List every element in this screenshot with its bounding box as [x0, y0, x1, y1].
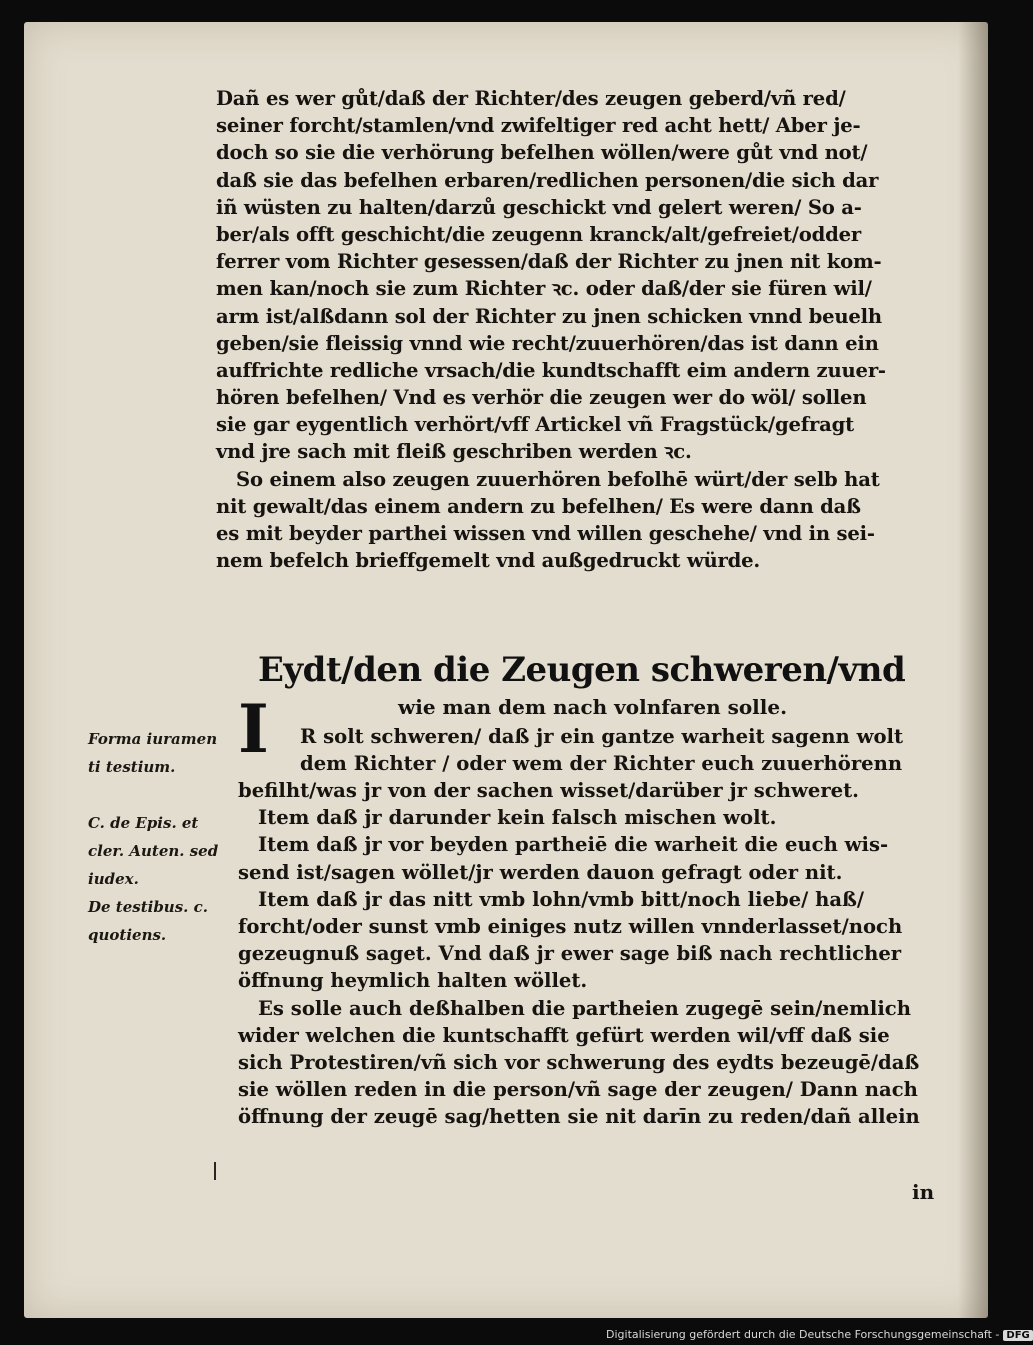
text-line: ferrer vom Richter gesessen/daß der Richter zu jnen nit kom-	[216, 250, 882, 274]
text-line: So einem also zeugen zuuerhören befolhē würt/der selb hat	[236, 467, 880, 491]
text-line: ber/als offt geschicht/die zeugenn kranck/alt/gefreiet/odder	[216, 222, 861, 246]
text-line: R solt schweren/ daß jr ein gantze warheit sagenn wolt	[300, 725, 904, 748]
page-gutter-shadow	[958, 22, 988, 1318]
margin-note-line: cler. Auten. sed	[88, 842, 219, 860]
text-line: öffnung der zeugē sag/hetten sie nit darīn zu reden/dañ allein	[238, 1105, 920, 1129]
main-text-block	[216, 85, 936, 574]
margin-note-line: De testibus. c.	[88, 898, 208, 916]
margin-note-line: ti testium.	[88, 758, 176, 776]
text-line: nem befelch brieffgemelt vnd außgedruckt würde.	[216, 549, 761, 573]
text-line: seiner forcht/stamlen/vnd zwifeltiger red acht hett/ Aber je-	[216, 114, 861, 138]
text-line: sich Protestiren/vñ sich vor schwerung des eydts bezeugē/daß	[238, 1050, 920, 1074]
text-line: Dañ es wer gůt/daß der Richter/des zeugen geberd/vñ red/	[216, 87, 846, 110]
text-line: forcht/oder sunst vmb einiges nutz willen vnnderlasset/noch	[238, 914, 903, 938]
text-line: öffnung heymlich halten wöllet.	[238, 969, 588, 993]
text-line: sie gar eygentlich verhört/vff Artickel vñ Fragstück/gefragt	[216, 413, 854, 437]
section-subheading: wie man dem nach volnfaren solle.	[398, 695, 788, 719]
text-line: geben/sie fleissig vnnd wie recht/zuuerhören/das ist dann ein	[216, 331, 879, 355]
catchword: in	[912, 1180, 935, 1204]
text-line: iñ wüsten zu halten/darzů geschickt vnd gelert weren/ So a-	[216, 195, 862, 219]
text-line: men kan/noch sie zum Richter ꝛc. oder daß/der sie füren wil/	[216, 277, 872, 301]
text-line: es mit beyder parthei wissen vnd willen geschehe/ vnd in sei-	[216, 522, 875, 545]
text-line: daß sie das befelhen erbaren/redlichen personen/die sich dar	[216, 168, 879, 192]
text-line: dem Richter / oder wem der Richter euch zuuerhörenn	[300, 752, 903, 776]
margin-note-line: iudex.	[88, 870, 139, 888]
text-line: nit gewalt/das einem andern zu befelhen/ Es were dann daß	[216, 494, 861, 518]
dfg-logo: DFG	[1003, 1330, 1032, 1341]
oath-text-block	[238, 777, 938, 1130]
margin-note-line: C. de Epis. et	[88, 814, 199, 832]
text-line: doch so sie die verhörung befelhen wöllen/were gůt vnd not/	[216, 141, 868, 165]
text-line: vnd jre sach mit fleiß geschriben werden ꝛc.	[216, 440, 692, 464]
text-line: auffrichte redliche vrsach/die kundtschafft eim andern zuuer-	[216, 358, 886, 382]
footer-text: Digitalisierung gefördert durch die Deutsche Forschungsgemeinschaft -	[606, 1328, 1000, 1341]
section-heading: Eydt/den die Zeugen schweren/vnd	[258, 650, 906, 690]
text-line: Item daß jr das nitt vmb lohn/vmb bitt/noch liebe/ haß/	[258, 887, 865, 911]
text-line: Item daß jr vor beyden partheiē die warheit die euch wis-	[258, 833, 889, 857]
text-line: Item daß jr darunder kein falsch mischen wolt.	[258, 806, 777, 830]
oath-first-lines	[300, 723, 940, 777]
text-line: sie wöllen reden in die person/vñ sage der zeugen/ Dann nach	[238, 1078, 918, 1102]
text-line: arm ist/alßdann sol der Richter zu jnen schicken vnnd beuelh	[216, 304, 882, 328]
text-line: send ist/sagen wöllet/jr werden dauon gefragt oder nit.	[238, 860, 843, 884]
margin-notes	[88, 725, 228, 949]
margin-note-line: Forma iuramen	[88, 730, 218, 748]
margin-mark	[214, 1162, 216, 1180]
text-line: wider welchen die kuntschafft gefürt werden wil/vff daß sie	[238, 1023, 890, 1047]
margin-note-line: quotiens.	[88, 926, 167, 944]
drop-cap-initial: I	[238, 690, 269, 768]
text-line: gezeugnuß saget. Vnd daß jr ewer sage biß nach rechtlicher	[238, 942, 902, 966]
digitization-footer	[606, 1328, 1033, 1341]
text-line: befilht/was jr von der sachen wisset/darüber jr schweret.	[238, 779, 859, 802]
text-line: hören befelhen/ Vnd es verhör die zeugen wer do wöl/ sollen	[216, 386, 867, 410]
text-line: Es solle auch deßhalben die partheien zugegē sein/nemlich	[258, 996, 911, 1020]
